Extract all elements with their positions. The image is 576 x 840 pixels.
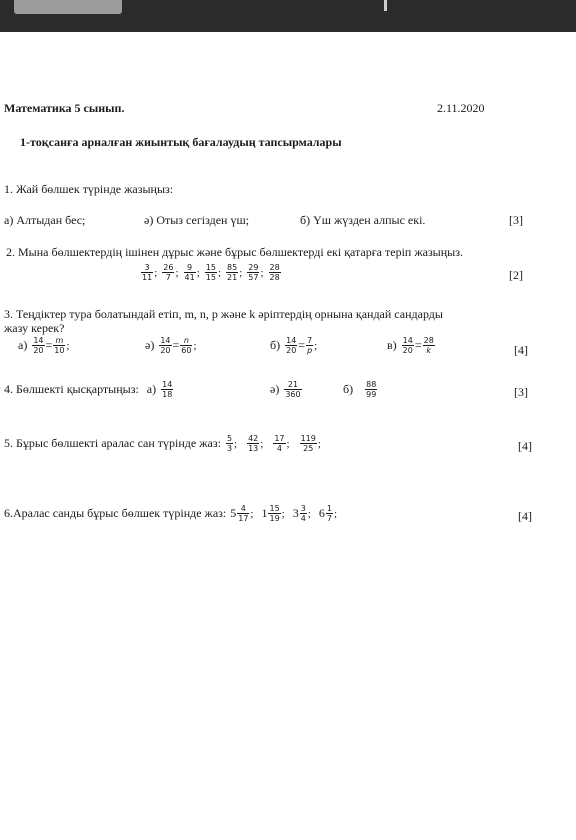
q5-text: 5. Бұрыс бөлшекті аралас сан түрінде жаз: [4, 436, 221, 450]
fraction: $\frac{21}{360}$ [285, 380, 301, 399]
q2-score: [2] [509, 268, 523, 282]
fraction: $\frac{29}{57}$ [248, 263, 259, 282]
q1-item-b: ә) Отыз сегізден үш; [144, 213, 250, 227]
q3-item-a: а) $\frac{14}{20}$ = $\frac{m}{10}$ ; [18, 336, 70, 355]
q2-text: 2. Мына бөлшектердің ішінен дұрыс және бұрыс бөлшектерді екі қатарға теріп жазыңыз. [6, 245, 463, 259]
q6-row: 6.Аралас санды бұрыс бөлшек түрінде жаз: 5 $\frac{4}{17}$ ; 1 $\frac{15}{19}$ ; 3 $\frac{3}{4}$ ; 6 $\frac{1}{7}$ ; [4, 504, 338, 523]
q5-row: 5. Бұрыс бөлшекті аралас сан түрінде жаз: $\frac{5}{3}$ ; $\frac{42}{13}$ ; $\frac{17}{4}$ ; $\frac{119}{25}$ ; [4, 434, 321, 453]
fraction: $\frac{26}{7}$ [163, 263, 174, 282]
q4-item-c: б) $\frac{88}{99}$ [343, 380, 377, 399]
q3-item-d: в) $\frac{14}{20}$ = $\frac{28}{k}$ [387, 336, 434, 355]
q3-item-c: б) $\frac{14}{20}$ = $\frac{7}{p}$ ; [270, 336, 318, 355]
fraction: $\frac{85}{21}$ [227, 263, 238, 282]
window-tab[interactable] [14, 0, 122, 14]
q6-score: [4] [518, 509, 532, 523]
q4-text: 4. Бөлшекті қысқартыңыз: [4, 382, 139, 396]
q4-row: 4. Бөлшекті қысқартыңыз: а) $\frac{14}{18}$ [4, 380, 173, 399]
fraction: $\frac{9}{41}$ [184, 263, 195, 282]
fraction: $\frac{15}{15}$ [205, 263, 216, 282]
cursor-mark [384, 0, 387, 11]
q2-fraction-row: $\frac{3}{11}$ ; $\frac{26}{7}$ ; $\frac{9}{41}$ ; $\frac{15}{15}$ ; $\frac{85}{21}$ ; $\frac{29}{57}$ ; $\frac{28}{28}$ [142, 263, 280, 282]
q1-item-a: а) Алтыдан бес; [4, 213, 86, 227]
q4-score: [3] [514, 385, 528, 399]
window-top-bar [0, 0, 576, 32]
fraction: $\frac{3}{11}$ [142, 263, 153, 282]
q1-score: [3] [509, 213, 523, 227]
page-title: 1-тоқсанға арналған жиынтық бағалаудың тапсырмалары [20, 135, 342, 149]
q3-text-line2: жазу керек? [4, 321, 65, 335]
q1-item-c: б) Үш жүзден алпыс екі. [300, 213, 426, 227]
q5-score: [4] [518, 439, 532, 453]
date-label: 2.11.2020 [437, 101, 485, 115]
q3-text-line1: 3. Теңдіктер тура болатындай етіп, m, n, p және k әріптердің орнына қандай сандарды [4, 307, 443, 321]
q4-item-b: ә) $\frac{21}{360}$ [270, 380, 301, 399]
fraction: $\frac{14}{18}$ [162, 380, 173, 399]
q6-text: 6.Аралас санды бұрыс бөлшек түрінде жаз: [4, 506, 227, 520]
subject-label: Математика 5 сынып. [4, 101, 125, 115]
fraction: $\frac{88}{99}$ [366, 380, 377, 399]
fraction: $\frac{28}{28}$ [269, 263, 280, 282]
q1-text: 1. Жай бөлшек түрінде жазыңыз: [4, 182, 174, 196]
q3-score: [4] [514, 343, 528, 357]
q3-item-b: ә) $\frac{14}{20}$ = $\frac{n}{60}$ ; [145, 336, 197, 355]
